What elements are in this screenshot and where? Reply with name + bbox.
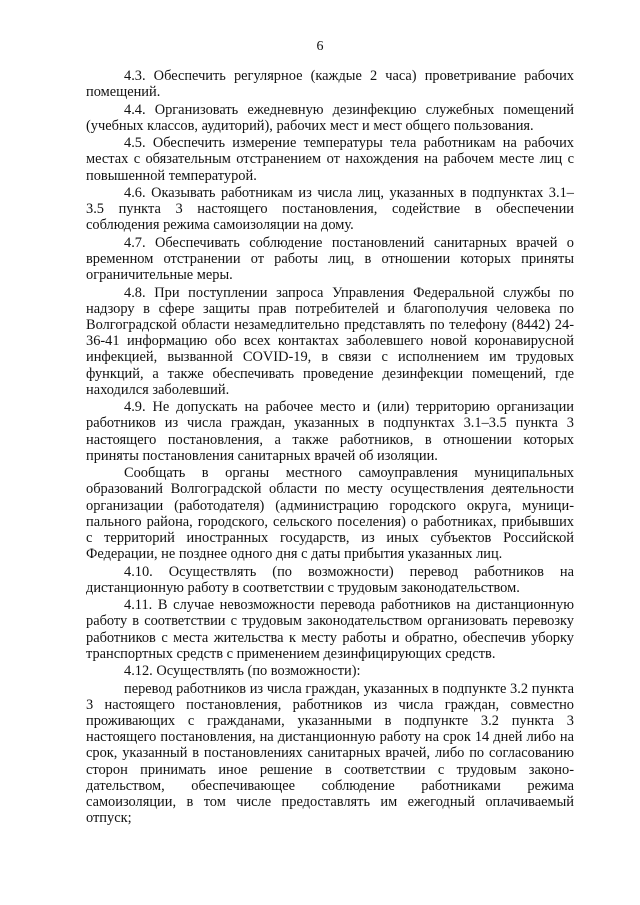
paragraph-4-8: 4.8. При поступлении запроса Управления Федеральной службы по надзору в сфере защиты прав потребителей и благополучия человека по Волгоградской области незамедлительно представлять по телефону (8442) 24-36-41 информацию обо всех контактах заболевшего новой коронавирусной инфекцией, вызванной COVID-19, в связи с исполнением им трудовых функций, а также обеспечивать проведение дезинфекции помещений, где находился заболевший. bbox=[86, 284, 574, 398]
paragraph-4-9: 4.9. Не допускать на рабочее место и (или) территорию организации работников из числа граждан, указанных в подпунктах 3.1–3.5 пункта 3 настоящего постановления, а также работников, в отношении которых приняты постановления санитарных врачей об изоляции. bbox=[86, 399, 574, 464]
paragraph-4-11: 4.11. В случае невозможности перевода работников на дистанционную работу в соответствии с трудовым законодательством организовать перевозку работников с места жительства к месту работы и обратно, обеспечив уборку транспортных средств с применением дезинфицирующих средств. bbox=[86, 597, 574, 662]
paragraph-4-9-notification: Сообщать в органы местного самоуправления муниципальных образований Волгоградской области по месту осуществления деятельности организации (работодателя) (администрацию городского округа, муници-пального района, городского, сельского поселения) о работниках, прибывших с территорий иностранных государств, из иных субъектов Российской Федерации, не позднее одного дня с даты прибытия указанных лиц. bbox=[86, 465, 574, 563]
paragraph-4-10: 4.10. Осуществлять (по возможности) перевод работников на дистанционную работу в соответствии с трудовым законодательством. bbox=[86, 563, 574, 596]
paragraph-4-5: 4.5. Обеспечить измерение температуры тела работникам на рабочих местах с обязательным отстранением от нахождения на рабочем месте лиц с повышенной температурой. bbox=[86, 135, 574, 184]
paragraph-4-12-remote-work: перевод работников из числа граждан, указанных в подпункте 3.2 пункта 3 настоящего постановления, работников из числа граждан, совместно проживающих с гражданами, указанными в подпункте 3.2 пункта 3 настоящего постановления, на дистанционную работу на срок 14 дней либо на срок, указанный в постановлениях санитарных врачей, либо по согласованию сторон принимать иное решение в соответствии с трудовым законо-дательством, обеспечивающее соблюдение работниками режима самоизоляции, в том числе предоставлять им ежегодный оплачиваемый отпуск; bbox=[86, 680, 574, 827]
paragraph-4-6: 4.6. Оказывать работникам из числа лиц, указанных в подпунктах 3.1–3.5 пункта 3 настоящего постановления, содействие в обеспечении соблюдения режима самоизоляции на дому. bbox=[86, 184, 574, 234]
paragraph-4-12: 4.12. Осуществлять (по возможности): bbox=[124, 663, 361, 680]
page-number: 6 bbox=[316, 39, 324, 54]
paragraph-4-7: 4.7. Обеспечивать соблюдение постановлений санитарных врачей о временном отстранении от работы лиц, в отношении которых приняты ограничительные меры. bbox=[86, 234, 574, 284]
paragraph-4-4: 4.4. Организовать ежедневную дезинфекцию служебных помещений (учебных классов, аудиторий), рабочих мест и мест общего пользования. bbox=[86, 101, 574, 134]
document-body bbox=[86, 68, 574, 826]
paragraph-4-3: 4.3. Обеспечить регулярное (каждые 2 часа) проветривание рабочих помещений. bbox=[86, 68, 574, 101]
